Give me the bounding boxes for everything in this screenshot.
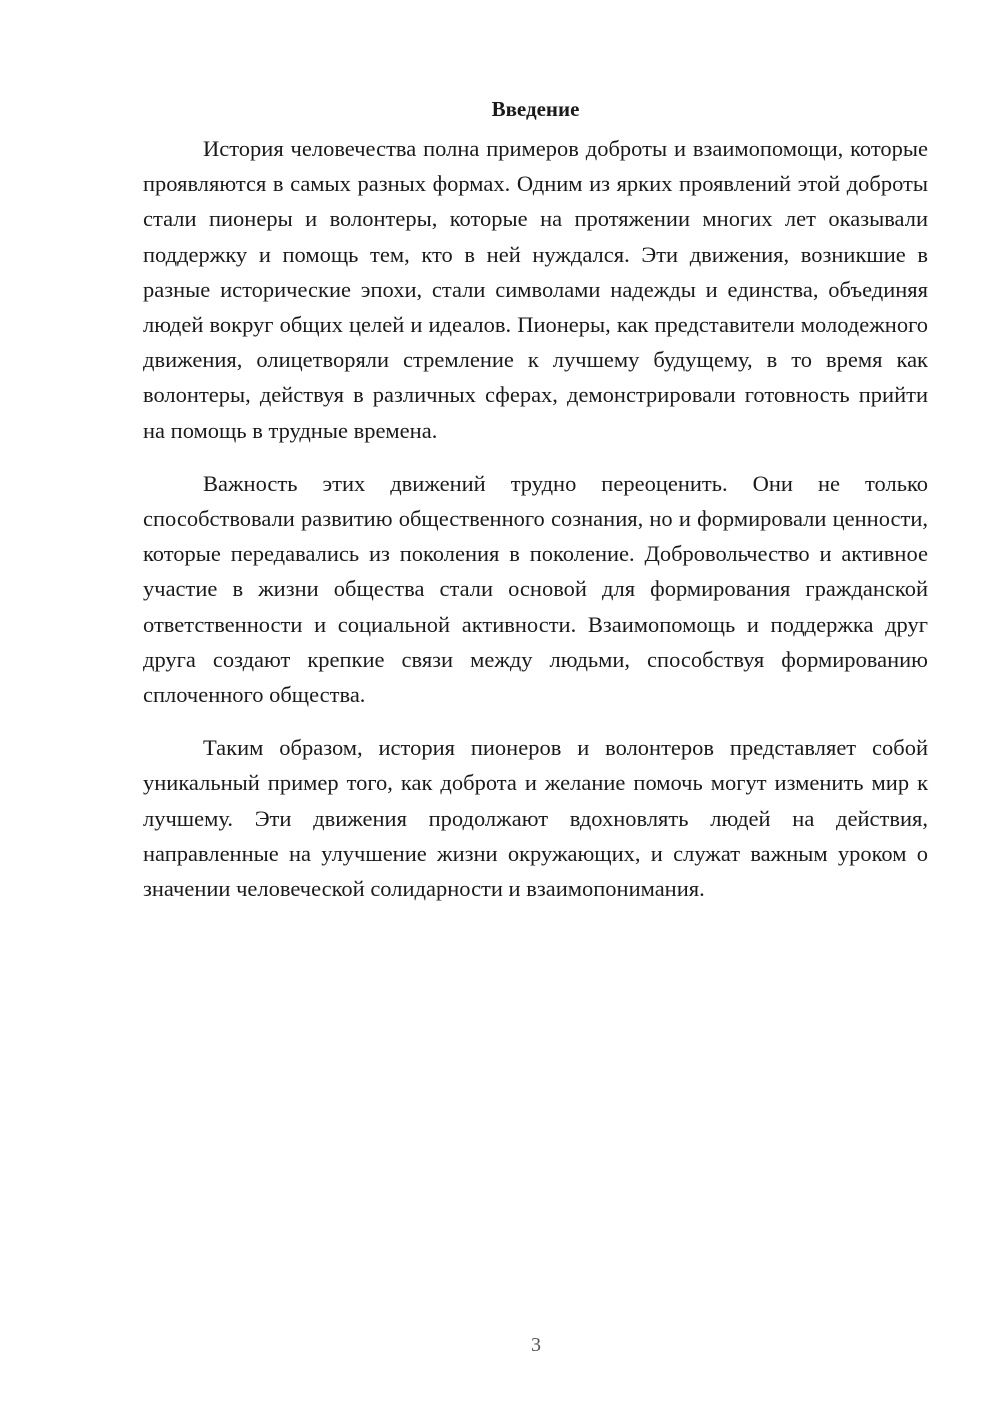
section-title: Введение (491, 97, 580, 121)
page-number: 3 (531, 1334, 541, 1356)
page-content (143, 92, 928, 924)
paragraph-1: История человечества полна примеров доброты и взаимопомощи, которые проявляются в самых разных формах. Одним из ярких проявлений этой доброты стали пионеры и волонтеры, которые на протяжении многих лет оказывали поддержку и помощь тем, кто в ней нуждался. Эти движения, возникшие в разные исторические эпохи, стали символами надежды и единства, объединяя людей вокруг общих целей и идеалов. Пионеры, как представители молодежного движения, олицетворяли стремление к лучшему будущему, в то время как волонтеры, действуя в различных сферах, демонстрировали готовность прийти на помощь в трудные времена. (143, 136, 928, 443)
paragraph-3: Таким образом, история пионеров и волонтеров представляет собой уникальный пример того, как доброта и желание помочь могут изменить мир к лучшему. Эти движения продолжают вдохновлять людей на действия, направленные на улучшение жизни окружающих, и служат важным уроком о значении человеческой солидарности и взаимопонимания. (143, 735, 928, 902)
paragraph-2: Важность этих движений трудно переоценить. Они не только способствовали развитию общественного сознания, но и формировали ценности, которые передавались из поколения в поколение. Добровольчество и активное участие в жизни общества стали основой для формирования гражданской ответственности и социальной активности. Взаимопомощь и поддержка друг друга создают крепкие связи между людьми, способствуя формированию сплоченного общества. (143, 470, 928, 708)
